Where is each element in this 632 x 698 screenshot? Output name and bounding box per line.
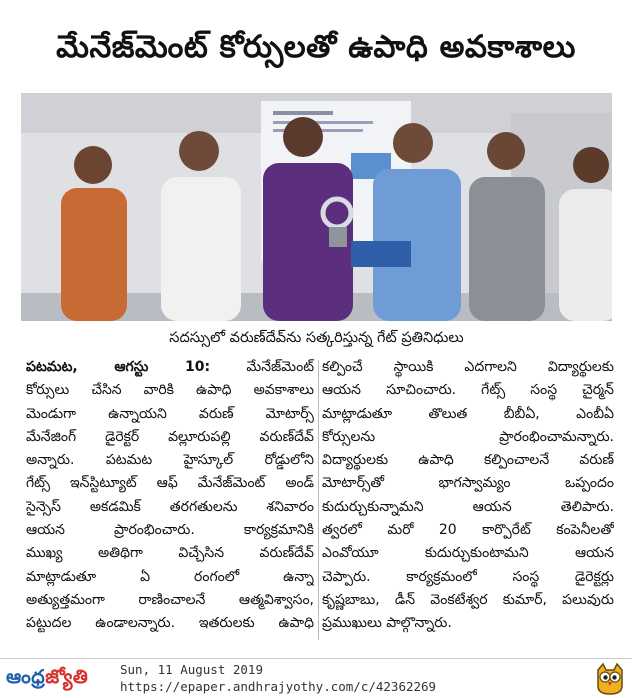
- body-line: కోర్సులను ప్రారంభించామన్నారు.: [322, 428, 614, 445]
- body-line: త్వరలో మరో 20 కార్పొరేట్ కంపెనీలతో: [322, 522, 614, 539]
- dateline: పటమట, ఆగస్టు 10:: [26, 359, 211, 375]
- body-line: కోర్సులు చేసిన వారికి ఉపాధి అవకాశాలు: [26, 382, 314, 399]
- body-line: కృష్ణబాబు, డీన్ వెంకటేశ్వర కుమార్, పలువురు: [322, 591, 614, 608]
- body-line: కల్పించే స్థాయికి ఎదగాలని విద్యార్థులకు: [322, 359, 614, 375]
- body-line: పట్టుదల ఉండాలన్నారు. ఇతరులకు ఉపాధి: [26, 615, 314, 632]
- body-line: ఆయన సూచించారు. గేట్స్ సంస్థ చైర్మన్: [322, 382, 614, 399]
- body-line: మెండుగా ఉన్నాయని వరుణ్ మోటార్స్: [26, 405, 314, 422]
- body-line: చెప్పారు. కార్యక్రమంలో సంస్థ డైరెక్టర్లు: [322, 568, 614, 585]
- body-line: మాట్లాడుతూ తొలుత బీబీఏ, ఎంబీఏ: [322, 405, 614, 422]
- body-line: విద్యార్థులకు ఉపాధి కల్పించాలనే వరుణ్: [322, 452, 614, 469]
- owl-mascot-icon: [594, 662, 626, 696]
- body-line: మాట్లాడుతూ ఏ రంగంలో ఉన్నా: [26, 568, 314, 585]
- footer-meta: [120, 661, 520, 695]
- body-line: గేట్స్ ఇన్‌స్టిట్యూట్ ఆఫ్ మేనేజ్‌మెంట్ అండ్: [26, 475, 314, 492]
- column-divider: [318, 360, 319, 640]
- body-line: సైన్సెస్ అకడమిక్ తరగతులను శనివారం: [26, 498, 314, 515]
- article-column-left: [26, 356, 314, 656]
- photo-caption: సదస్సులో వరుణ్‌దేవ్‌ను సత్కరిస్తున్న గేట్ ప్రతినిధులు: [169, 330, 464, 346]
- body-line: ఎంవోయూ కుదుర్చుకుంటామని ఆయన: [322, 545, 614, 562]
- article-column-right: [322, 356, 614, 656]
- body-line: మోటార్స్‌తో భాగస్వామ్యం ఒప్పందం: [322, 475, 614, 492]
- footer-rule: [0, 658, 632, 659]
- body-line: ప్రముఖులు పాల్గొన్నారు.: [322, 615, 452, 632]
- andhrajyothy-logo[interactable]: ఆంధ్రజ్యోతి: [6, 666, 89, 688]
- body-line: అన్నారు. పటమట హైస్కూల్ రోడ్డులోని: [26, 452, 314, 469]
- body-line: ఆయన ప్రారంభించారు. కార్యక్రమానికి: [26, 522, 314, 539]
- body-line: అత్యుత్తమంగా రాణించాలనే ఆత్మవిశ్వాసం,: [26, 591, 314, 608]
- body-line: ముఖ్య అతిథిగా విచ్చేసిన వరుణ్‌దేవ్: [26, 545, 314, 562]
- article-photo: [21, 93, 612, 321]
- footer-date: Sun, 11 August 2019: [120, 662, 263, 677]
- footer-url[interactable]: https://epaper.andhrajyothy.com/c/42362269: [120, 679, 437, 694]
- epaper-footer: [0, 658, 632, 698]
- body-line: పటమట, ఆగస్టు 10: మేనేజ్‌మెంట్: [26, 359, 314, 375]
- body-line: కుదుర్చుకున్నామని ఆయన తెలిపారు.: [322, 498, 614, 515]
- body-line: మేనేజింగ్ డైరెక్టర్ వల్లూరుపల్లి వరుణ్‌దేవ్: [26, 428, 314, 445]
- article-headline: మేనేజ్‌మెంట్ కోర్సులతో ఉపాధి అవకాశాలు: [56, 29, 576, 65]
